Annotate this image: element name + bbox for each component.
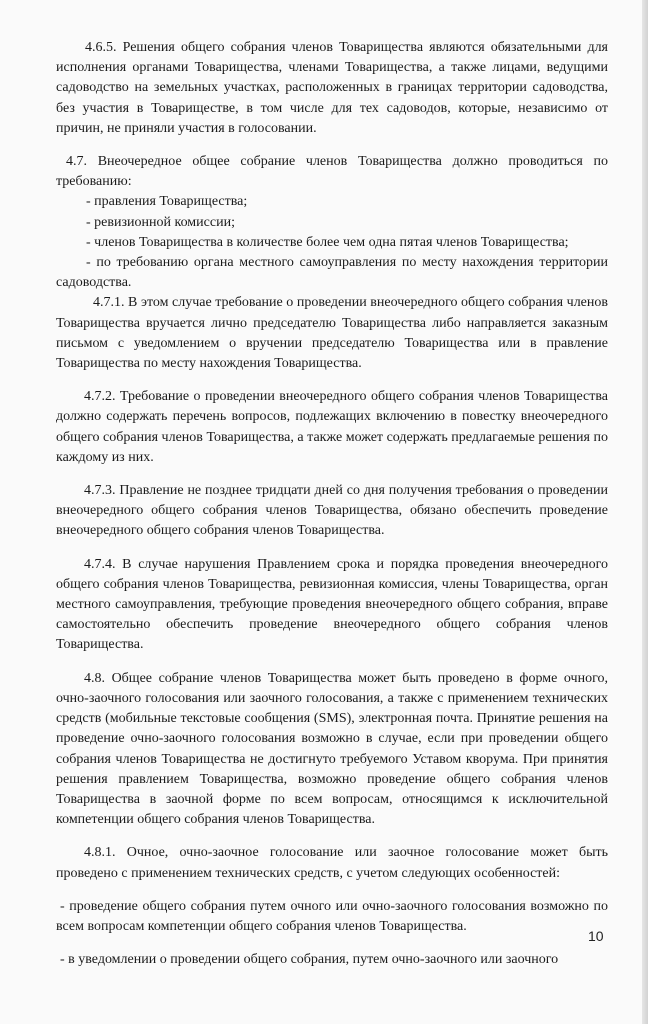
list-item-audit-commission: - ревизионной комиссии; [86,214,235,230]
document-body [56,38,608,970]
paragraph-dash-notice: - в уведомлении о проведении общего собрания, путем очно-заочного или заочного [60,952,559,968]
paragraph-4-7-2: 4.7.2. Требование о проведении внеочередного общего собрания членов Товарищества должно содержать перечень вопросов, подлежащих включению в повестку внеочередного общего собрания членов Товарищества, а также может содержать предлагаемые решения по каждому из них. [56,389,608,465]
paragraph-4-8-1: 4.8.1. Очное, очно-заочное голосование или заочное голосование может быть проведено с применением технических средств, с учетом следующих особенностей: [56,845,608,881]
list-item-local-government: - по требованию органа местного самоуправления по месту нахождения территории садоводства. [56,255,608,291]
paragraph-4-7-4: 4.7.4. В случае нарушения Правлением срока и порядка проведения внеочередного общего собрания членов Товарищества, ревизионная комиссия, члены Товарищества, орган местного самоуправления, требующие проведения внеочередного общего собрания, вправе самостоятельно обеспечить проведение внеочередного общего собрания членов Товарищества. [56,556,608,653]
list-item-members: - членов Товарищества в количестве более чем одна пятая членов Товарищества; [86,234,569,250]
list-item-board: - правления Товарищества; [86,194,248,210]
paragraph-4-8: 4.8. Общее собрание членов Товарищества может быть проведено в форме очного, очно-заочного голосования или заочного голосования, а также с применением технических средств (мобильные текстовые сообщения (SMS), электронная почта. Принятие решения на проведение очно-заочного голосования возможно в случае, если при проведении общего собрания членов Товарищества не достигнуто требуемого Уставом кворума. При принятия решения правлением Товарищества, возможно проведение общего собрания членов Товарищества в заочной форме по всем вопросам, относящимся к исключительной компетенции общего собрания членов Товарищества. [56,670,608,828]
paragraph-4-7: 4.7. Внеочередное общее собрание членов Товарищества должно проводиться по требованию: [56,154,608,190]
page-number: 10 [588,928,604,944]
paragraph-dash-in-person: - проведение общего собрания путем очного или очно-заочного голосования возможно по всем вопросам компетенции общего собрания членов Товарищества. [56,898,608,934]
paragraph-4-7-1: 4.7.1. В этом случае требование о проведении внеочередного общего собрания членов Товарищества вручается лично председателю Товарищества либо направляется заказным письмом с уведомлением о вручении председателю Товарищества или в правление Товарищества по месту нахождения Товарищества. [56,295,608,372]
paragraph-4-6-5: 4.6.5. Решения общего собрания членов Товарищества являются обязательными для исполнения органами Товарищества, членами Товарищества, а также лицами, ведущими садоводство на земельных участках, расположенных в границах территории садоводства, без участия в Товариществе, в том числе для тех садоводов, которые, независимо от причин, не приняли участия в голосовании. [56,40,608,136]
paragraph-4-7-3: 4.7.3. Правление не позднее тридцати дней со дня получения требования о проведении внеочередного общего собрания членов Товарищества, обязано обеспечить проведение внеочередного общего собрания членов Товарищества. [56,483,608,539]
